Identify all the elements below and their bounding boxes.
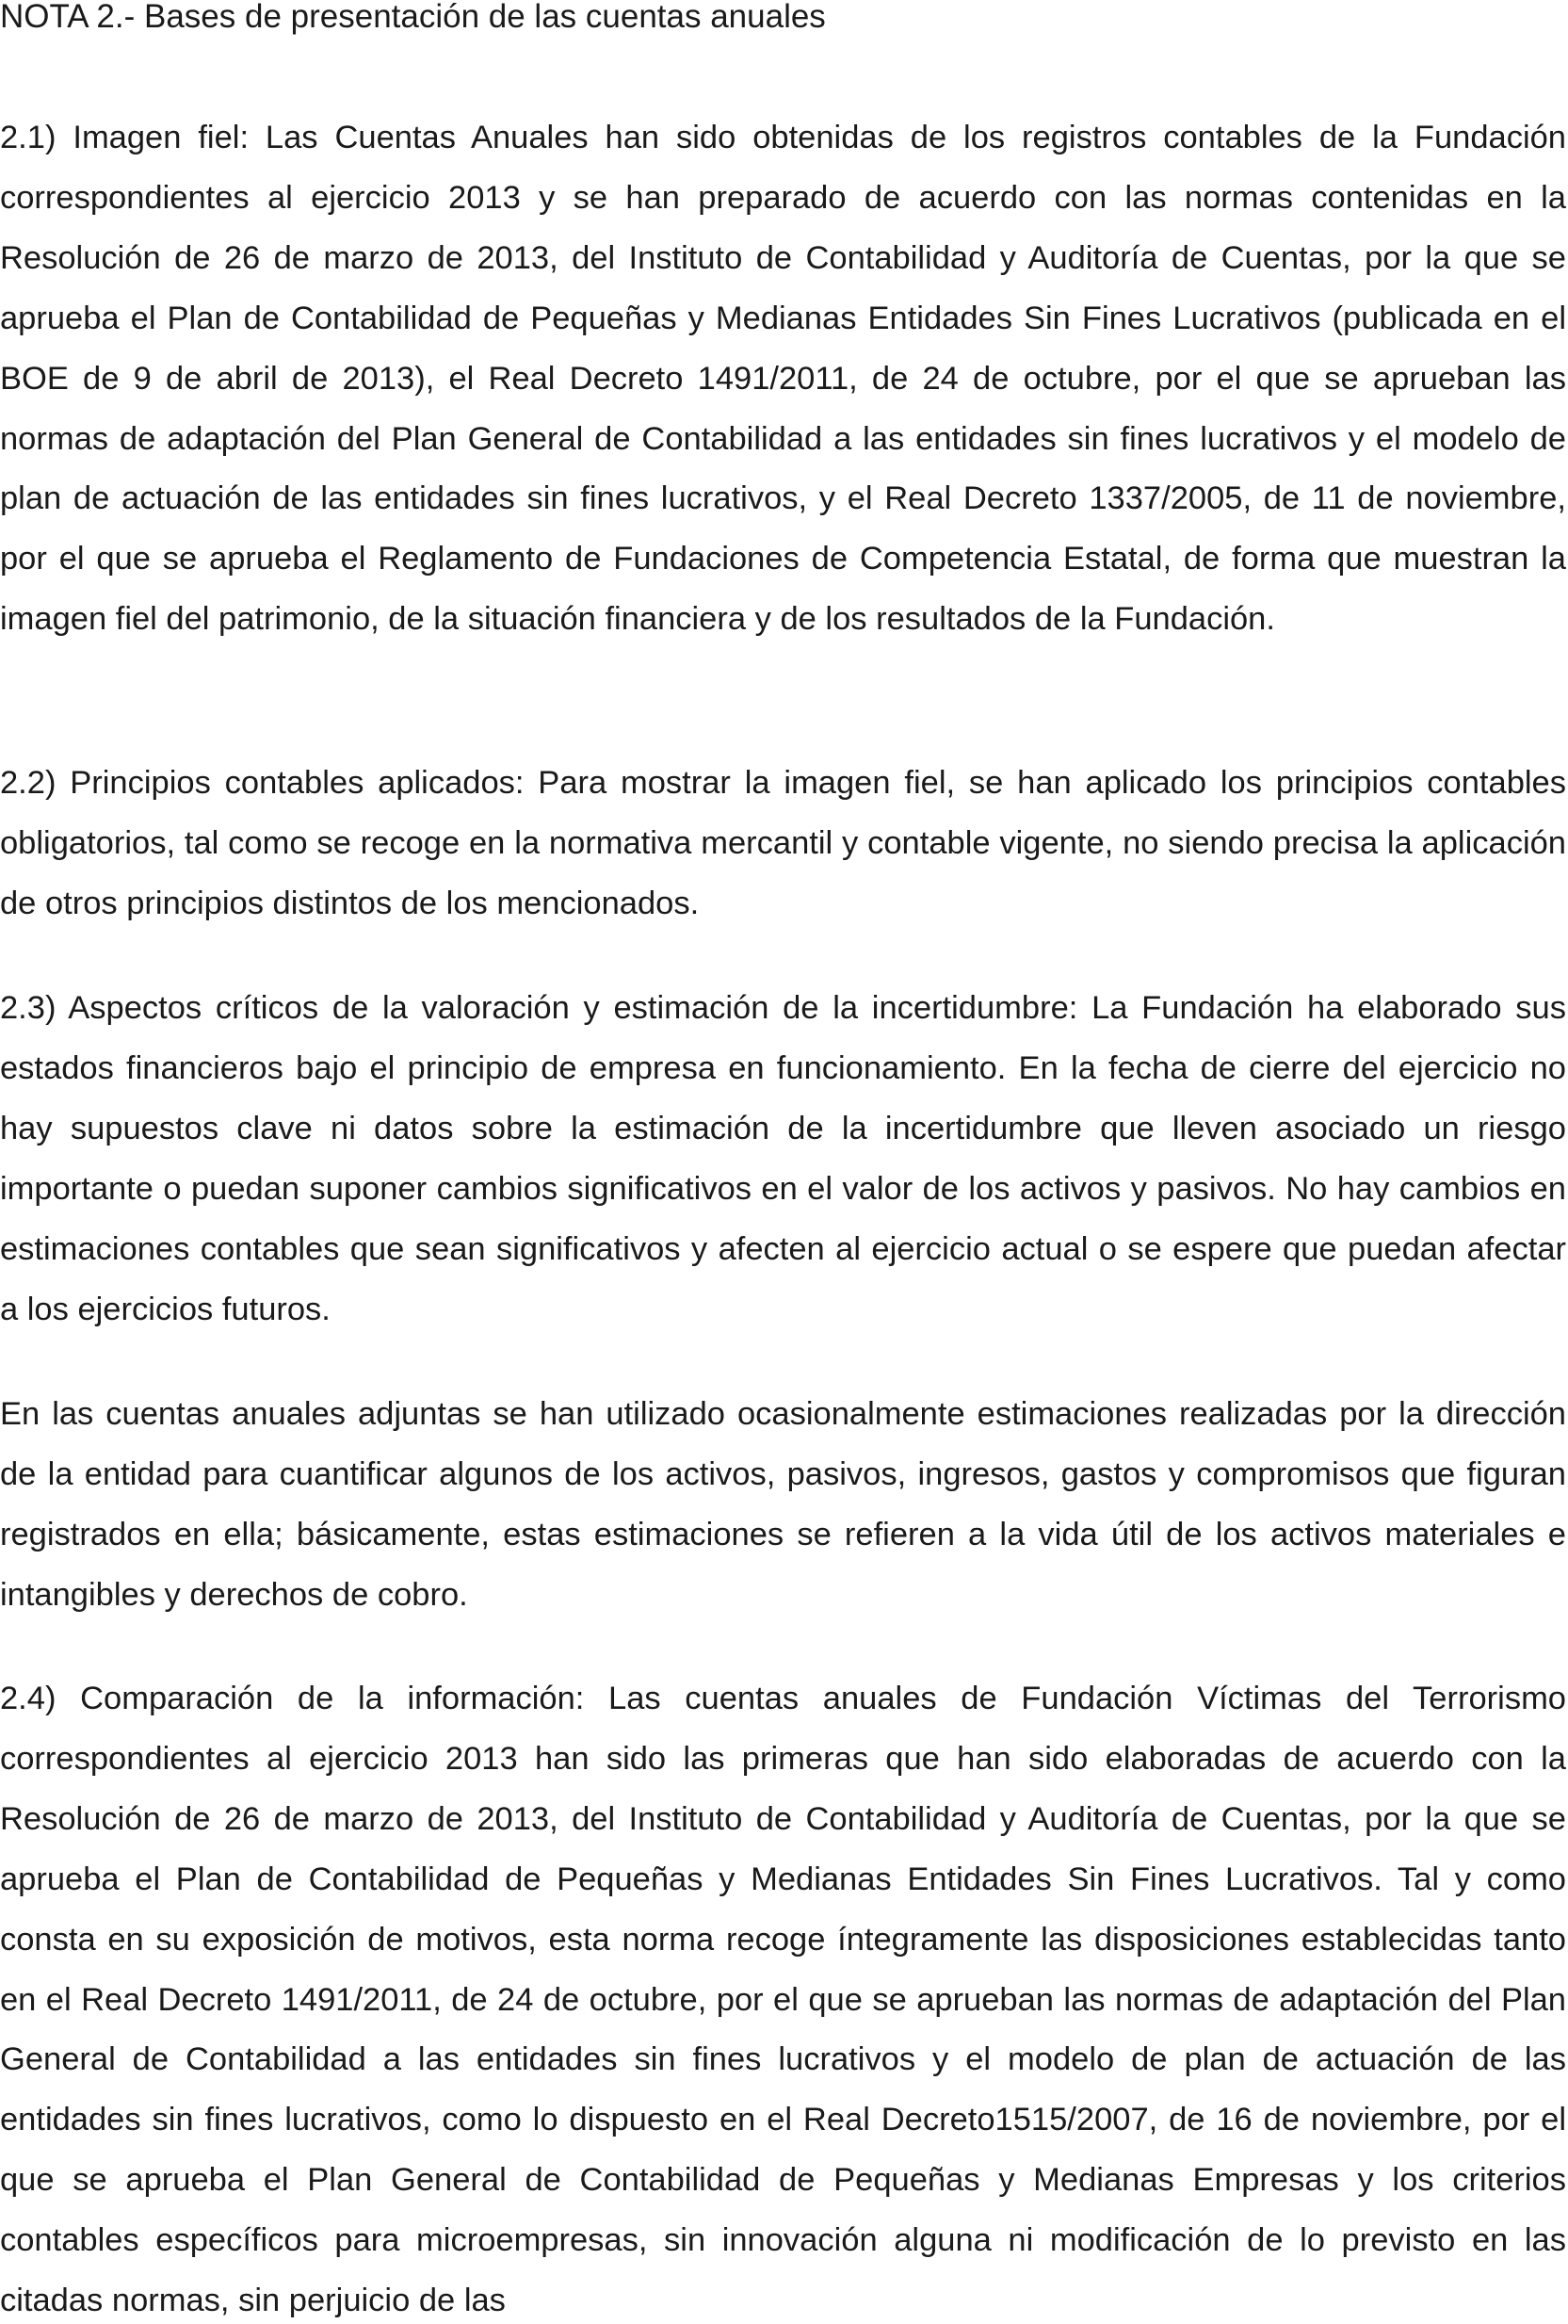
paragraph-comparacion-informacion: 2.4) Comparación de la información: Las cuentas anuales de Fundación Víctimas del Terrorismo correspondientes al ejercicio 2013 han sido las primeras que han sido elaboradas de acuerdo con la Resolución de 26 de marzo de 2013, del Instituto de Contabilidad y Auditoría de Cuentas, por la que se aprueba el Plan de Contabilidad de Pequeñas y Medianas Entidades Sin Fines Lucrativos. Tal y como consta en su exposición de motivos, esta norma recoge íntegramente las disposiciones establecidas tanto en el Real Decreto 1491/2011, de 24 de octubre, por el que se aprueban las normas de adaptación del Plan General de Contabilidad a las entidades sin fines lucrativos y el modelo de plan de actuación de las entidades sin fines lucrativos, como lo dispuesto en el Real Decreto1515/2007, de 16 de noviembre, por el que se aprueba el Plan General de Contabilidad de Pequeñas y Medianas Empresas y los criterios contables específicos para microempresas, sin innovación alguna ni modificación de lo previsto en las citadas normas, sin perjuicio de las	[0, 1681, 1566, 2319]
paragraph-aspectos-criticos: 2.3) Aspectos críticos de la valoración y estimación de la incertidumbre: La Fundación ha elaborado sus estados financieros bajo el principio de empresa en funcionamiento. En la fecha de cierre del ejercicio no hay supuestos clave ni datos sobre la estimación de la incertidumbre que lleven asociado un riesgo importante o puedan suponer cambios significativos en el valor de los activos y pasivos. No hay cambios en estimaciones contables que sean significativos y afecten al ejercicio actual o se espere que puedan afectar a los ejercicios futuros.	[0, 990, 1566, 1327]
paragraph-imagen-fiel: 2.1) Imagen fiel: Las Cuentas Anuales han sido obtenidas de los registros contables de la Fundación correspondientes al ejercicio 2013 y se han preparado de acuerdo con las normas contenidas en la Resolución de 26 de marzo de 2013, del Instituto de Contabilidad y Auditoría de Cuentas, por la que se aprueba el Plan de Contabilidad de Pequeñas y Medianas Entidades Sin Fines Lucrativos (publicada en el BOE de 9 de abril de 2013), el Real Decreto 1491/2011, de 24 de octubre, por el que se aprueban las normas de adaptación del Plan General de Contabilidad a las entidades sin fines lucrativos y el modelo de plan de actuación de las entidades sin fines lucrativos, y el Real Decreto 1337/2005, de 11 de noviembre, por el que se aprueba el Reglamento de Fundaciones de Competencia Estatal, de forma que muestran la imagen fiel del patrimonio, de la situación financiera y de los resultados de la Fundación.	[0, 120, 1566, 638]
paragraph-principios-contables: 2.2) Principios contables aplicados: Para mostrar la imagen fiel, se han aplicado los principios contables obligatorios, tal como se recoge en la normativa mercantil y contable vigente, no siendo precisa la aplicación de otros principios distintos de los mencionados.	[0, 765, 1566, 921]
note-title: NOTA 2.- Bases de presentación de las cuentas anuales	[0, 0, 826, 35]
paragraph-estimaciones: En las cuentas anuales adjuntas se han utilizado ocasionalmente estimaciones realizadas por la dirección de la entidad para cuantificar algunos de los activos, pasivos, ingresos, gastos y compromisos que figuran registrados en ella; básicamente, estas estimaciones se refieren a la vida útil de los activos materiales e intangibles y derechos de cobro.	[0, 1396, 1566, 1613]
